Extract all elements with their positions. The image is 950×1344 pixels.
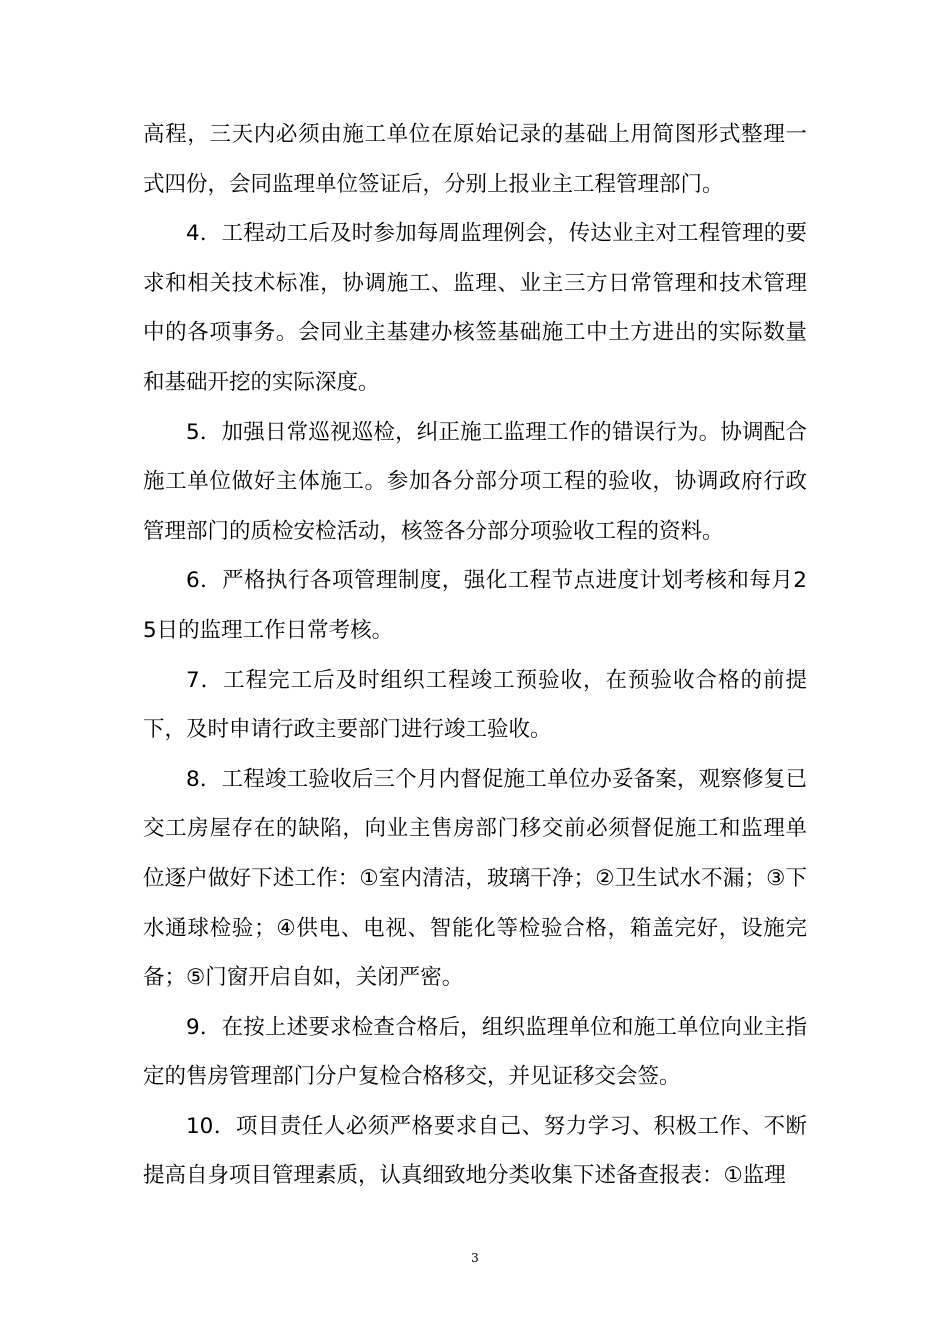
paragraph-item-6: 6．严格执行各项管理制度，强化工程节点进度计划考核和每月25日的监理工作日常考核。 — [143, 568, 807, 643]
paragraph-item-5: 5．加强日常巡视巡检，纠正施工监理工作的错误行为。协调配合施工单位做好主体施工。参加各分部分项工程的验收，协调政府行政管理部门的质检安检活动，核签各分部分项验收工程的资料。 — [143, 419, 807, 544]
paragraph-item-4: 4．工程动工后及时参加每周监理例会，传达业主对工程管理的要求和相关技术标准，协调施工、监理、业主三方日常管理和技术管理中的各项事务。会同业主基建办核签基础施工中土方进出的实际数量和基础开挖的实际深度。 — [143, 221, 807, 395]
body-text — [143, 110, 807, 1201]
paragraph-continuation: 高程，三天内必须由施工单位在原始记录的基础上用简图形式整理一式四份，会同监理单位签证后，分别上报业主工程管理部门。 — [143, 122, 807, 197]
paragraph-item-10: 10．项目责任人必须严格要求自己、努力学习、积极工作、不断提高自身项目管理素质，认真细致地分类收集下述备查报表：①监理 — [143, 1113, 807, 1189]
paragraph-item-8: 8．工程竣工验收后三个月内督促施工单位办妥备案，观察修复已交工房屋存在的缺陷，向业主售房部门移交前必须督促施工和监理单位逐户做好下述工作：①室内清洁，玻璃干净；②卫生试水不漏；③下水通球检验；④供电、电视、智能化等检验合格，箱盖完好，设施完备；⑤门窗开启自如，关闭严密。 — [143, 766, 807, 991]
page-number: 3 — [471, 1251, 479, 1265]
paragraph-item-7: 7．工程完工后及时组织工程竣工预验收，在预验收合格的前提下，及时申请行政主要部门进行竣工验收。 — [143, 667, 807, 743]
paragraph-item-9: 9．在按上述要求检查合格后，组织监理单位和施工单位向业主指定的售房管理部门分户复检合格移交，并见证移交会签。 — [143, 1014, 807, 1090]
